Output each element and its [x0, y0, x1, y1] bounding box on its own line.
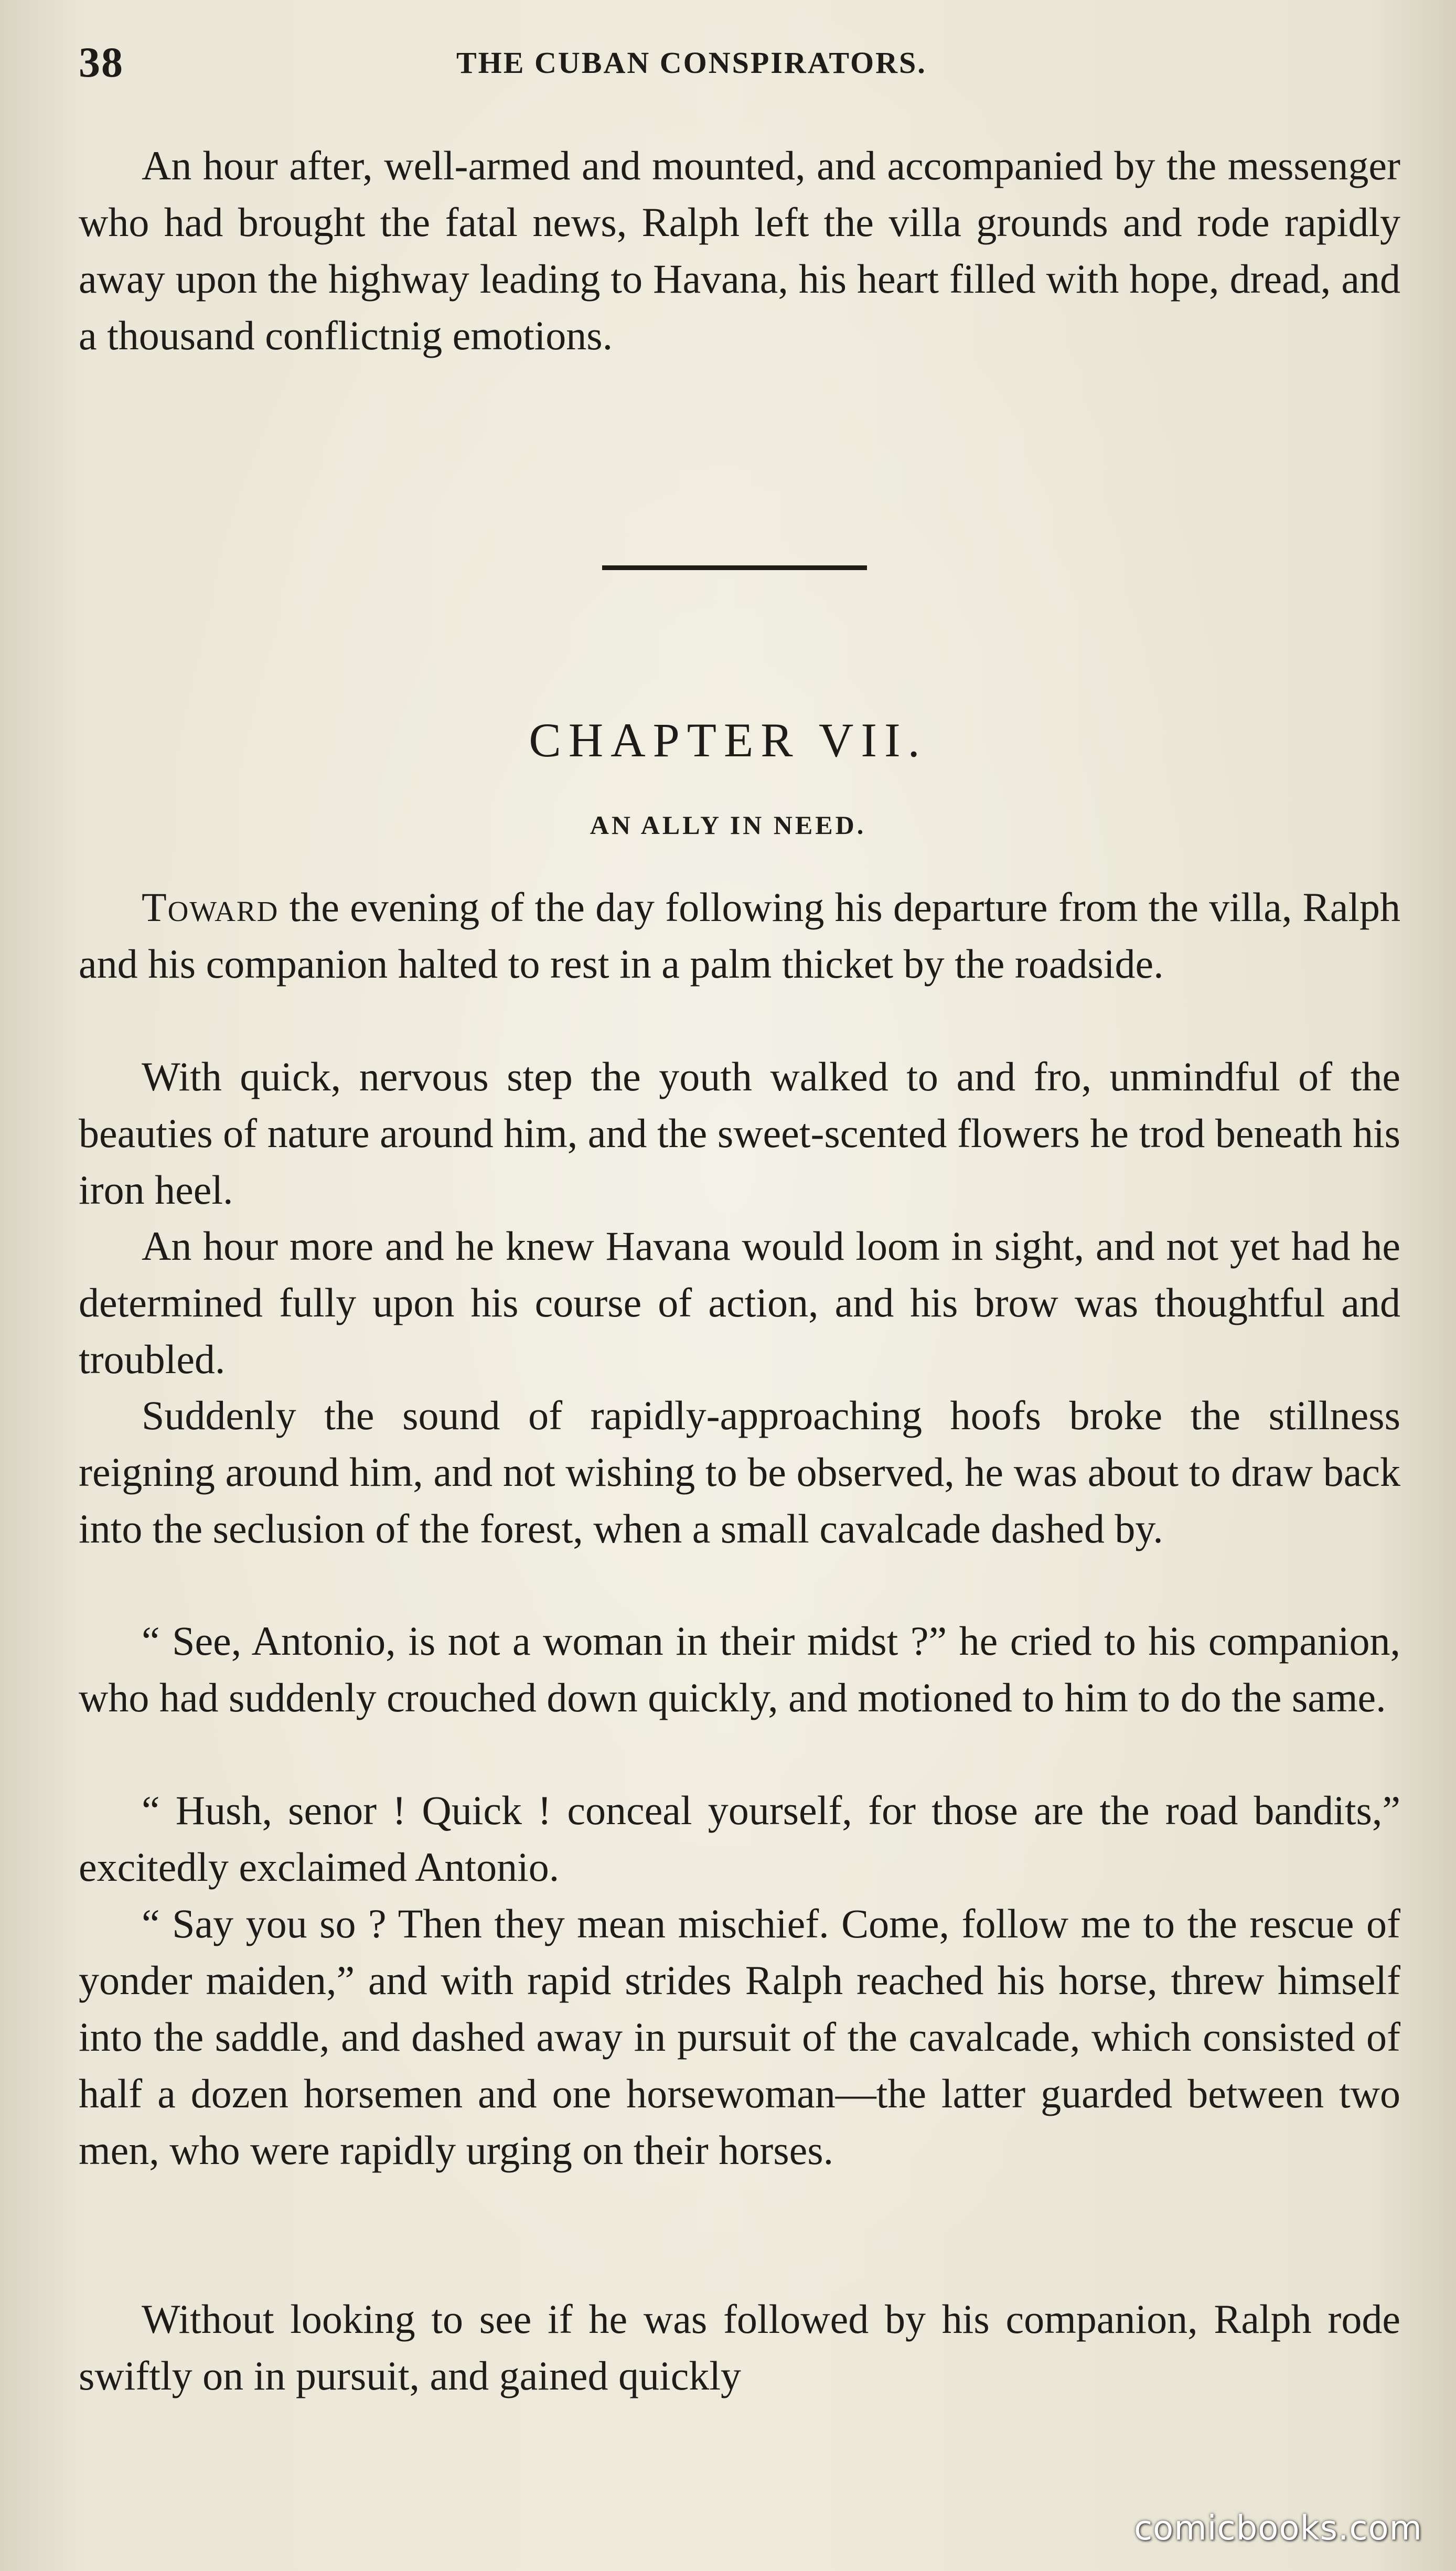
- watermark: comicbooks.com: [1133, 2509, 1422, 2548]
- chapter-heading: CHAPTER VII.: [529, 713, 927, 767]
- chapter-subtitle: AN ALLY IN NEED.: [590, 810, 866, 840]
- paragraph-7: “ Say you so ? Then they mean mischief. Come, follow me to the rescue of yonder maiden,” and with rapid strides Ralph reached his horse, threw himself into the saddle, and dashed away in pursuit of the cavalcade, which consisted of half a dozen horsemen and one horsewoman—the latter guarded between two men, who were rapidly urging on their horses.: [79, 1901, 1400, 2173]
- paragraph-8: Without looking to see if he was followed by his companion, Ralph rode swiftly on in pursuit, and gained quickly: [79, 2296, 1400, 2398]
- opening-paragraph: An hour after, well-armed and mounted, and accompanied by the messenger who had brought the fatal news, Ralph left the villa grounds and rode rapidly away upon the highway leading to Havana, his heart filled with hope, dread, and a thousand conflictnig emotions.: [79, 143, 1400, 358]
- running-head: [79, 38, 1372, 90]
- paragraph-1: [79, 879, 1400, 992]
- paragraph-6: “ Hush, senor ! Quick ! conceal yourself, for those are the road bandits,” excitedly exclaimed Antonio.: [79, 1787, 1400, 1890]
- page-number: 38: [79, 38, 124, 86]
- running-title: THE CUBAN CONSPIRATORS.: [456, 46, 927, 80]
- paragraph-3: An hour more and he knew Havana would loom in sight, and not yet had he determined fully upon his course of action, and his brow was thoughtful and troubled.: [79, 1223, 1400, 1382]
- paragraph-text: the evening of the day following his departure from the villa, Ralph and his companion halted to rest in a palm thicket by the roadside.: [79, 884, 1400, 987]
- section-separator-rule: [602, 565, 867, 570]
- paragraph-lead-word: Toward: [142, 884, 279, 930]
- paragraph-5: “ See, Antonio, is not a woman in their midst ?” he cried to his companion, who had suddenly crouched down quickly, and motioned to him to do the same.: [79, 1618, 1400, 1720]
- paragraph-2: With quick, nervous step the youth walked to and fro, unmindful of the beauties of nature around him, and the sweet-scented flowers he trod beneath his iron heel.: [79, 1054, 1400, 1213]
- paragraph-4: Suddenly the sound of rapidly-approaching hoofs broke the stillness reigning around him, and not wishing to be observed, he was about to draw back into the seclusion of the forest, when a small cavalcade dashed by.: [79, 1392, 1400, 1551]
